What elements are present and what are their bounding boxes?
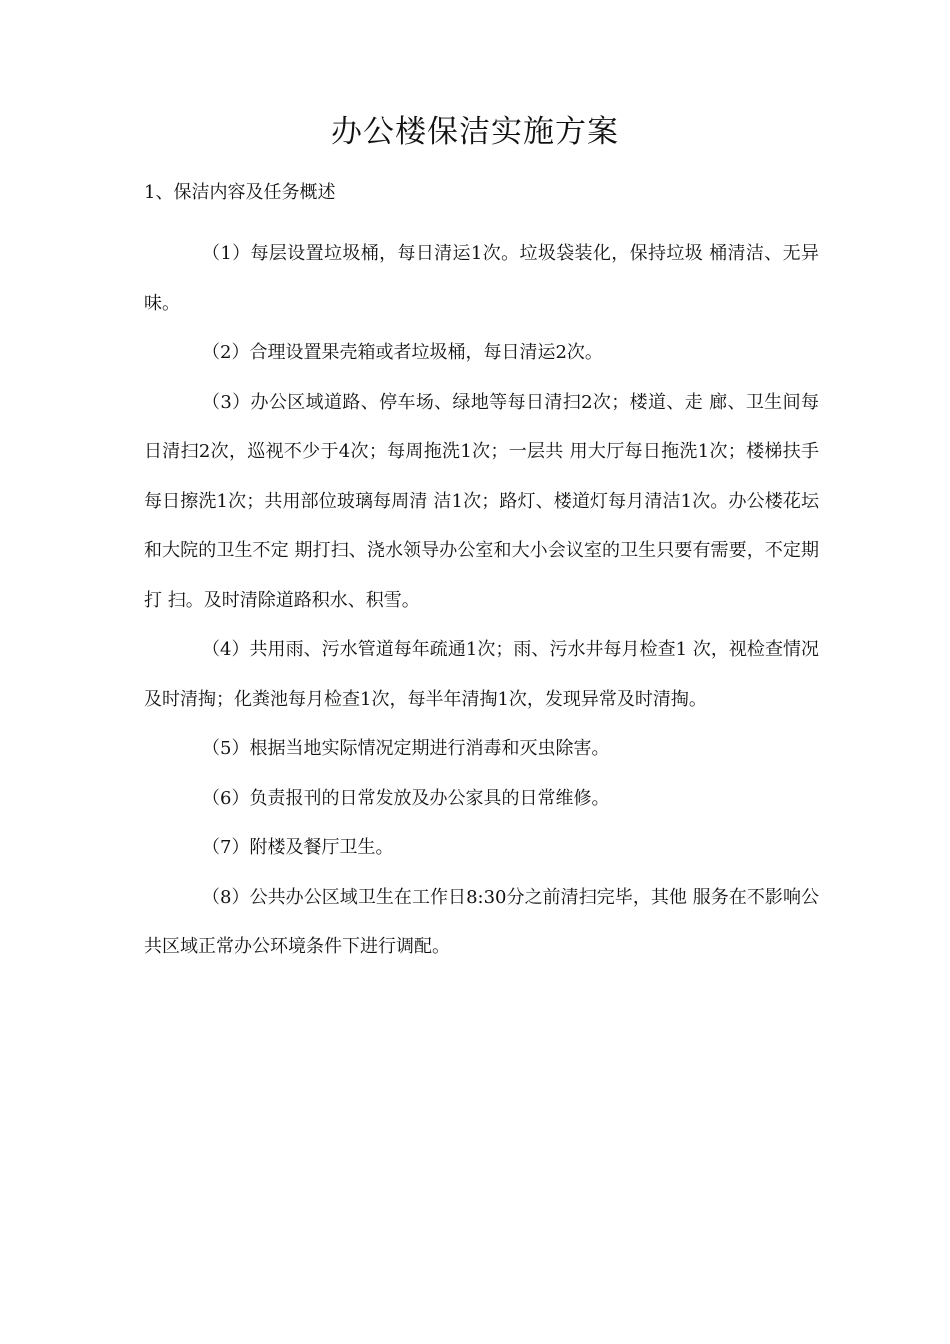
paragraph-6: （6）负责报刊的日常发放及办公家具的日常维修。 [202,787,610,809]
paragraph-5: （5）根据当地实际情况定期进行消毒和灭虫除害。 [202,738,610,759]
paragraph-1: （1）每层设置垃圾桶，每日清运1次。垃圾袋装化，保持垃圾 桶清洁、无异味。 [144,243,819,314]
section-heading: 1、保洁内容及任务概述 [144,182,336,203]
document-body [144,229,819,972]
paragraph-7: （7）附楼及餐厅卫生。 [202,837,394,858]
document-title: 办公楼保洁实施方案 [331,114,619,150]
paragraph-8: （8）公共办公区域卫生在工作日8:30分之前清扫完毕，其他 服务在不影响公共区域正常办公环境条件下进行调配。 [144,886,819,957]
paragraph-3: （3）办公区域道路、停车场、绿地等每日清扫2次；楼道、走 廊、卫生间每日清扫2次，巡视不少于4次；每周拖洗1次；一层共 用大厅每日拖洗1次；楼梯扶手每日擦洗1次；共用部位玻璃每周清 洁1次；路灯、楼道灯每月清洁1次。办公楼花坛和大院的卫生不定 期打扫、浇水领导办公室和大小会议室的卫生只要有需要，不定期打 扫。及时清除道路积水、积雪。 [144,391,819,611]
paragraph-2: （2）合理设置果壳箱或者垃圾桶，每日清运2次。 [202,342,603,363]
paragraph-4: （4）共用雨、污水管道每年疏通1次；雨、污水井每月检查1 次，视检查情况及时清掏；化粪池每月检查1次，每半年清掏1次，发现异常及时清掏。 [144,639,819,710]
